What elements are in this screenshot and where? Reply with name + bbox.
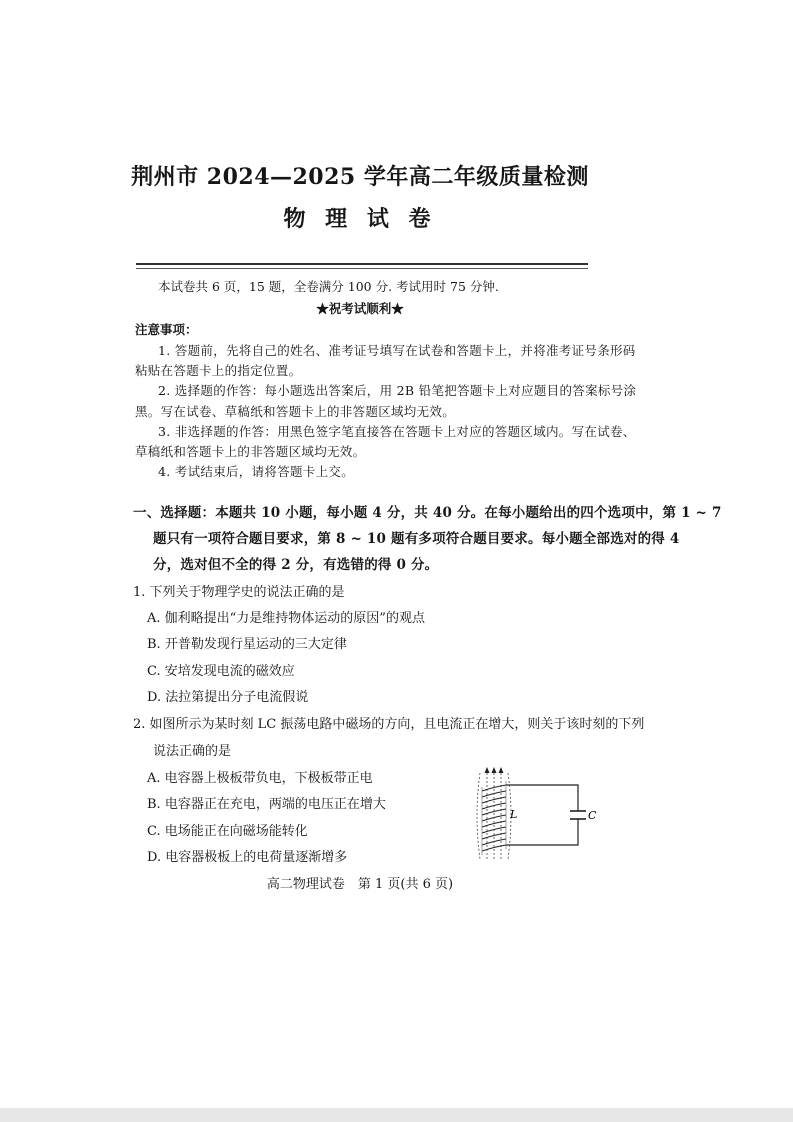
question-2-stem-cont: 说法正确的是	[153, 744, 232, 759]
question-2-option: D. 电容器极板上的电荷量逐渐增多	[147, 850, 348, 865]
circuit-wire-bottom	[506, 819, 578, 845]
notice-line: 3. 非选择题的作答：用黑色签字笔直接答在答题卡上对应的答题区域内。写在试卷、	[158, 424, 636, 439]
lc-circuit-diagram	[470, 765, 600, 865]
page-footer: 高二物理试卷 第 1 页(共 6 页)	[266, 877, 454, 892]
question-1-stem: 1. 下列关于物理学史的说法正确的是	[133, 585, 345, 600]
section-heading: 一、选择题：本题共 10 小题，每小题 4 分，共 40 分。在每小题给出的四个选项中，第 1 ~ 7	[133, 505, 722, 521]
scan-bottom-edge	[0, 1108, 793, 1122]
inductor-label: L	[510, 808, 518, 821]
header-rule	[136, 263, 588, 265]
section-heading: 分，选对但不全的得 2 分，有选错的得 0 分。	[153, 557, 439, 573]
question-2-stem: 2. 如图所示为某时刻 LC 振荡电路中磁场的方向，且电流正在增大，则关于该时刻的下列	[133, 717, 645, 732]
good-luck-line: ★祝考试顺利★	[316, 301, 404, 316]
notice-line: 2. 选择题的作答：每小题选出答案后，用 2B 铅笔把答题卡上对应题目的答案标号涂	[158, 383, 637, 398]
section-heading: 题只有一项符合题目要求，第 8 ~ 10 题有多项符合题目要求。每小题全部选对的得 4	[153, 531, 680, 547]
exam-summary: 本试卷共 6 页，15 题，全卷满分 100 分. 考试用时 75 分钟.	[158, 279, 499, 294]
notice-line: 1. 答题前，先将自己的姓名、准考证号填写在试卷和答题卡上，并将准考证号条形码	[158, 343, 636, 358]
notice-heading: 注意事项：	[135, 322, 198, 337]
field-arrow-icon	[485, 767, 504, 773]
question-1-option: C. 安培发现电流的磁效应	[147, 664, 295, 679]
exam-title: 荆州市 2024—2025 学年高二年级质量检测	[131, 164, 589, 190]
header-rule-thin	[136, 268, 588, 269]
notice-line: 粘贴在答题卡上的指定位置。	[135, 363, 302, 378]
capacitor-label: C	[588, 809, 597, 822]
question-2-option: A. 电容器上极板带负电，下极板带正电	[147, 771, 373, 786]
notice-line: 4. 考试结束后，请将答题卡上交。	[158, 464, 355, 479]
question-1-option: D. 法拉第提出分子电流假说	[147, 690, 309, 705]
notice-line: 草稿纸和答题卡上的非答题区域均无效。	[135, 444, 366, 459]
question-1-option: A. 伽利略提出“力是维持物体运动的原因”的观点	[147, 611, 425, 626]
notice-line: 黑。写在试卷、草稿纸和答题卡上的非答题区域均无效。	[135, 404, 456, 419]
subject-title: 物 理 试 卷	[283, 206, 437, 232]
question-1-option: B. 开普勒发现行星运动的三大定律	[147, 637, 347, 652]
question-2-option: C. 电场能正在向磁场能转化	[147, 824, 308, 839]
question-2-option: B. 电容器正在充电，两端的电压正在增大	[147, 797, 386, 812]
